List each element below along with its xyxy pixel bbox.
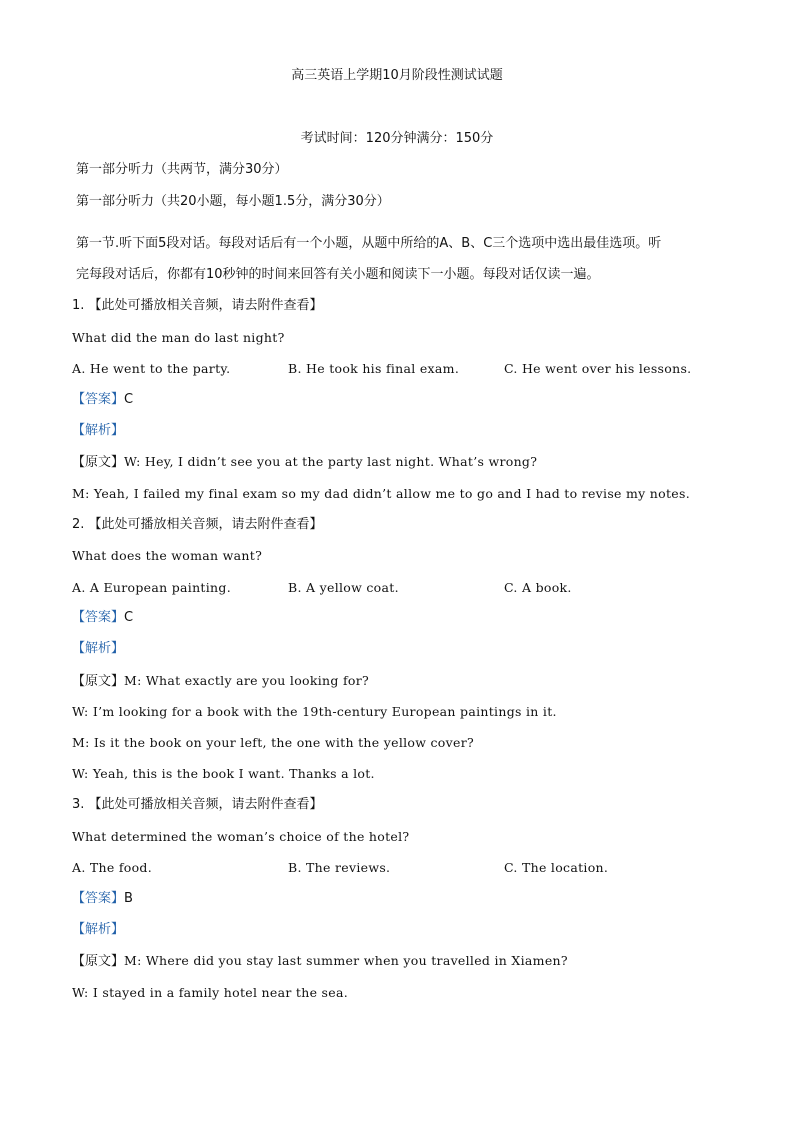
question-1-answer	[72, 392, 133, 408]
question-2-script-line-2: W: I’m looking for a book with the 19th-century European paintings in it.	[72, 704, 557, 719]
script-tag: 【原文】	[72, 674, 125, 689]
question-1-analysis-tag: 【解析】	[72, 423, 125, 438]
question-1-prompt: 1. 【此处可播放相关音频，请去附件查看】	[72, 298, 323, 313]
script-tag: 【原文】	[72, 455, 125, 470]
answer-value: B	[124, 891, 133, 906]
question-1-option-c: C. He went over his lessons.	[504, 361, 692, 376]
script-text: M: Where did you stay last summer when you travelled in Xiamen?	[124, 953, 568, 968]
question-3-prompt: 3. 【此处可播放相关音频，请去附件查看】	[72, 797, 323, 812]
question-2-script-line-3: M: Is it the book on your left, the one with the yellow cover?	[72, 735, 474, 750]
question-1-script-line-1	[72, 454, 537, 471]
question-1-text: What did the man do last night?	[72, 330, 285, 345]
answer-value: C	[124, 610, 134, 625]
question-2-analysis-tag: 【解析】	[72, 641, 125, 656]
answer-tag: 【答案】	[72, 610, 125, 625]
script-tag: 【原文】	[72, 954, 125, 969]
question-2-option-a: A. A European painting.	[72, 580, 231, 595]
answer-tag: 【答案】	[72, 392, 125, 407]
question-2-prompt: 2. 【此处可播放相关音频，请去附件查看】	[72, 517, 323, 532]
question-3-script-line-1	[72, 953, 568, 970]
page-title: 高三英语上学期10月阶段性测试试题	[291, 68, 503, 83]
question-1-option-b: B. He took his final exam.	[288, 361, 460, 376]
question-3-option-c: C. The location.	[504, 860, 609, 875]
question-1-script-line-2: M: Yeah, I failed my final exam so my dad didn’t allow me to go and I had to revise my notes.	[72, 486, 690, 501]
question-3-option-a: A. The food.	[72, 860, 152, 875]
question-2-script-line-1	[72, 673, 369, 690]
exam-info: 考试时间：120分钟满分：150分	[300, 131, 494, 146]
part-heading-2: 第一部分听力（共20小题，每小题1.5分，满分30分）	[76, 194, 390, 209]
part-heading-1: 第一部分听力（共两节，满分30分）	[76, 162, 288, 177]
question-3-text: What determined the woman’s choice of the hotel?	[72, 829, 410, 844]
instructions-line-1: 第一节.听下面5段对话。每段对话后有一个小题，从题中所给的A、B、C三个选项中选出最佳选项。听	[76, 236, 662, 251]
question-2-text: What does the woman want?	[72, 548, 263, 563]
question-2-option-b: B. A yellow coat.	[288, 580, 399, 595]
question-2-answer	[72, 610, 133, 626]
question-3-script-line-2: W: I stayed in a family hotel near the sea.	[72, 985, 348, 1000]
question-3-analysis-tag: 【解析】	[72, 922, 125, 937]
instructions-line-2: 完每段对话后，你都有10秒钟的时间来回答有关小题和阅读下一小题。每段对话仅读一遍。	[76, 267, 600, 282]
script-text: W: Hey, I didn’t see you at the party last night. What’s wrong?	[124, 454, 538, 469]
question-1-option-a: A. He went to the party.	[72, 361, 231, 376]
answer-tag: 【答案】	[72, 891, 125, 906]
question-2-script-line-4: W: Yeah, this is the book I want. Thanks a lot.	[72, 766, 375, 781]
answer-value: C	[124, 392, 134, 407]
question-3-answer	[72, 891, 133, 907]
script-text: M: What exactly are you looking for?	[124, 673, 369, 688]
question-2-option-c: C. A book.	[504, 580, 572, 595]
question-3-option-b: B. The reviews.	[288, 860, 391, 875]
